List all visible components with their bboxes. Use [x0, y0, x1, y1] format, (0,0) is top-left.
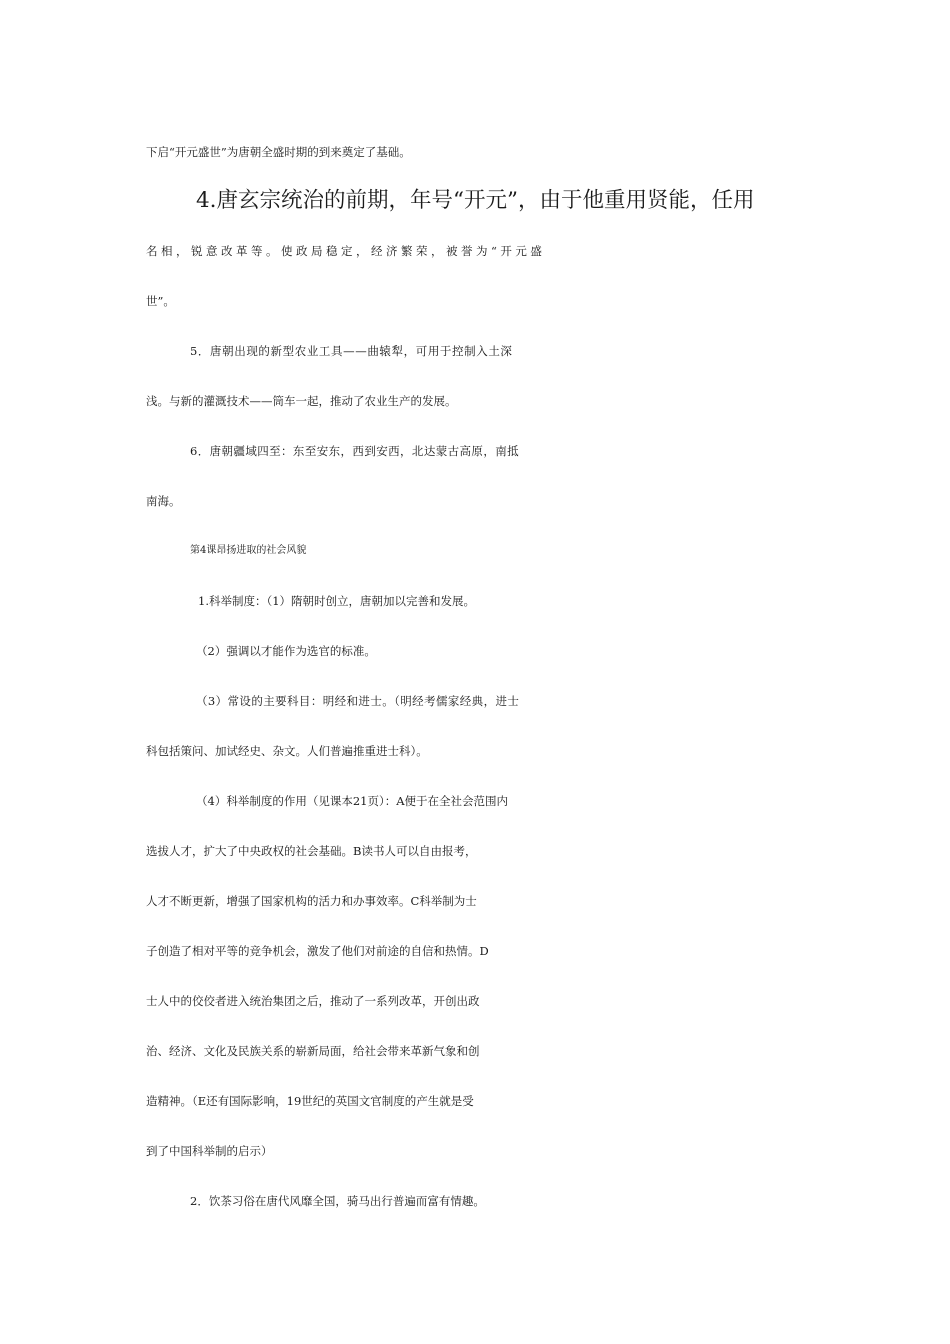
lesson-heading: 第4课昂扬进取的社会风貌 [190, 545, 307, 556]
text-line: 1.科举制度：（1）隋朝时创立，唐朝加以完善和发展。 [198, 594, 476, 608]
text-line: 5．唐朝出现的新型农业工具——曲辕犁，可用于控制入土深 [190, 344, 513, 358]
text-line: 世”。 [146, 294, 175, 308]
text-line: 子创造了相对平等的竞争机会，激发了他们对前途的自信和热情。D [146, 944, 489, 958]
text-line: 治、经济、文化及民族关系的崭新局面，给社会带来革新气象和创 [146, 1044, 480, 1058]
text-line: 科包括策问、加试经史、杂文。人们普遍推重进士科）。 [146, 744, 428, 758]
text-line: （2）强调以才能作为选官的标准。 [196, 644, 376, 658]
text-line: 浅。与新的灌溉技术——筒车一起，推动了农业生产的发展。 [146, 394, 457, 408]
text-line: 到了中国科举制的启示） [146, 1144, 273, 1158]
text-line: （3）常设的主要科目：明经和进士。（明经考儒家经典，进士 [196, 694, 520, 708]
text-line: 南海。 [146, 494, 181, 508]
text-line: 2．饮茶习俗在唐代风靡全国，骑马出行普遍而富有情趣。 [190, 1194, 485, 1208]
text-line [196, 186, 802, 216]
text-line: 6．唐朝疆域四至：东至安东，西到安西，北达蒙古高原，南抵 [190, 444, 520, 458]
text-line: 名相，锐意改革等。使政局稳定，经济繁荣，被誉为“开元盛 [146, 244, 546, 258]
text-line: 士人中的佼佼者进入统治集团之后，推动了一系列改革，开创出政 [146, 994, 480, 1008]
text-line-content: 4.唐玄宗统治的前期，年号“开元”，由于他重用贤能，任用 [196, 188, 755, 213]
text-line: （4）科举制度的作用（见课本21页）：A便于在全社会范围内 [196, 794, 509, 808]
text-line: 下启“开元盛世”为唐朝全盛时期的到来奠定了基础。 [146, 145, 411, 159]
text-line: 造精神。（E还有国际影响，19世纪的英国文官制度的产生就是受 [146, 1094, 474, 1108]
text-line: 人才不断更新，增强了国家机构的活力和办事效率。C科举制为士 [146, 894, 477, 908]
text-line: 选拔人才，扩大了中央政权的社会基础。B读书人可以自由报考， [146, 844, 477, 858]
